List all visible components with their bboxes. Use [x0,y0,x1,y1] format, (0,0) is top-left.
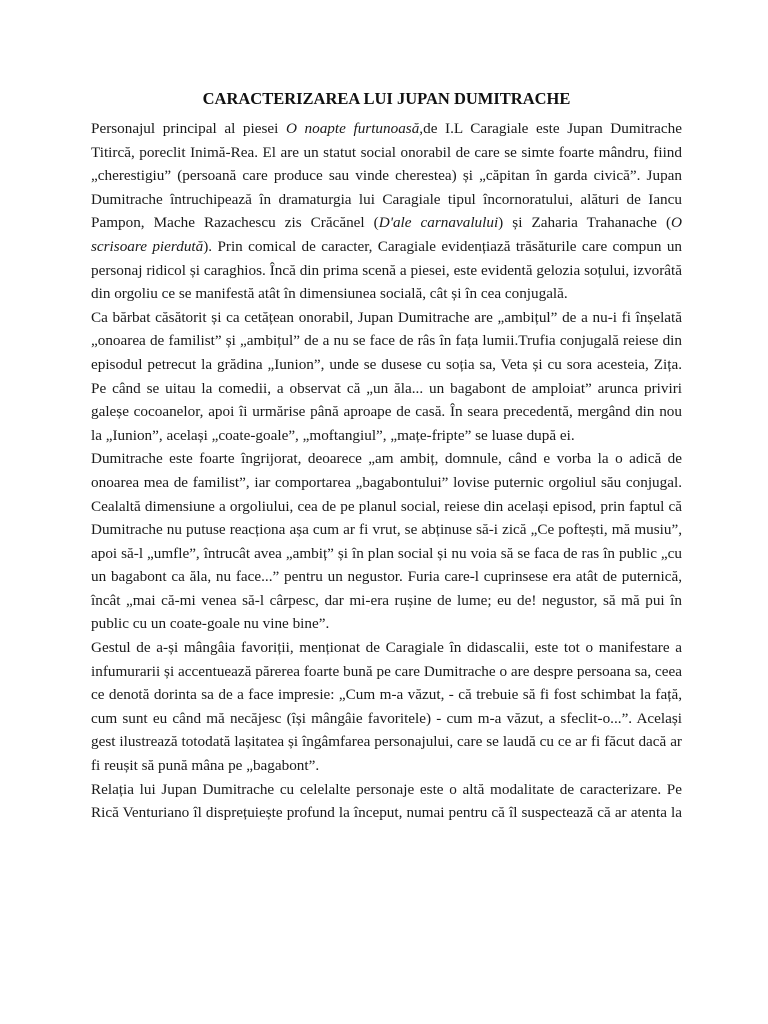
text-run: infumurarii și accentuează părerea foarte bună pe care Dumitrache o are despre persoana sa, ceea [91,662,682,680]
italic-title: D'ale carnavalului [378,214,499,232]
text-line [91,282,682,306]
text-line [91,730,682,754]
text-line [91,211,682,235]
text-run: personaj ridicol și caraghios. Încă din prima scenă a piesei, este evidentă gelozia soțului, izvorâtă [91,261,682,279]
text-run: Relația lui Jupan Dumitrache cu celelalte personaje este o altă modalitate de caracterizare. Pe [91,780,682,798]
text-run: din orgoliu ce se manifestă atât în dimensiunea socială, cât și în cea conjugală. [91,285,568,303]
text-run: ). Prin comical de caracter, Caragiale evidențiază trăsăturile care compun un [203,237,683,255]
text-line [91,612,682,636]
text-run: ) și Zaharia Trahanache ( [498,214,672,232]
text-line [91,306,682,330]
text-line [91,495,682,519]
text-run: fi reușit să pună mâna pe „bagabont”. [91,757,320,775]
text-line [91,188,682,212]
text-run: Ca bărbat căsătorit și ca cetățean onorabil, Jupan Dumitrache are „ambițul” de a nu-i fi înșelată [91,308,682,326]
text-line [91,377,682,401]
text-run: cum sunt eu când mă necăjesc (își mângâie favoritele) - cum m-a văzut, a sfeclit-o...”. Același [91,709,682,727]
text-line [91,707,682,731]
text-line [91,164,682,188]
text-line [91,259,682,283]
text-line [91,329,682,353]
text-run: galeșe cocoanelor, apoi îi urmărise până aproape de casă. În seara precedentă, mergând din nou [91,403,682,421]
text-line [91,754,682,778]
text-line [91,589,682,613]
text-line [91,542,682,566]
text-run: onoarea mea de familist”, iar comportarea „bagabontului” lovise puternic orgoliul său conjugal. [91,473,682,491]
text-line [91,141,682,165]
text-run: un bagabont ca ăla, nu face...” pentru un negustor. Furia care-l cuprinsese era atât de puternică, [91,568,682,586]
paragraph [91,306,682,448]
paragraph [91,636,682,778]
document-page [91,88,682,825]
paragraph [91,447,682,636]
text-run: apoi să-l „umfle”, întrucât avea „ambiț” și în plan social și nu voia să se faca de ras în public „cu [91,544,682,562]
text-line [91,447,682,471]
text-run: Dumitrache nu putuse reacționa așa cum ar fi vrut, se abținuse să-i zică „Ce poftești, mă musiu”, [91,521,682,539]
text-line [91,117,682,141]
text-line [91,400,682,424]
italic-title: scrisoare pierdută [91,237,204,255]
text-run: Cealaltă dimensiune a orgoliului, cea de pe planul social, reiese din același episod, prin faptul că [91,497,682,515]
text-line [91,636,682,660]
text-run: încât „mai că-mi venea să-l cârpesc, dar mi-era rușine de lume; eu de! negustor, să mă pui în [91,591,682,609]
text-line [91,353,682,377]
text-line [91,778,682,802]
text-run: public cu un coate-goale nu vine bine”. [91,615,330,633]
text-run: „cherestigiu” (persoană care produce sau vinde cherestea) și „căpitan în garda civică”. Jupan [91,167,682,185]
text-run: Gestul de a-și mângâia favoriții, menționat de Caragiale în didascalii, este tot o manifestare a [91,639,682,657]
text-run: Pe când se uitau la comedii, a observat că „un ăla... un bagabont de amploiat” arunca priviri [91,379,682,397]
text-run: gest ilustrează totodată lașitatea și îngâmfarea personajului, care se laudă cu ce ar fi făcut dacă ar [91,733,682,751]
text-run: Titircă, poreclit Inimă-Rea. El are un statut social onorabil de care se simte foarte mândru, fiind [91,143,682,161]
text-run: Dumitrache întruchipează în dramaturgia lui Caragiale tipul încornoratului, alături de Iancu [91,190,682,208]
text-line [91,235,682,259]
document-body [91,117,682,825]
text-run: la „Iunion”, același „coate-goale”, „moftangiul”, „mațe-fripte” se luase după ei. [91,426,575,444]
text-run: episodul petrecut la grădina „Iunion”, unde se dusese cu soția sa, Veta și cu sora acesteia, Zița. [91,355,682,373]
text-run: Dumitrache este foarte îngrijorat, deoarece „am ambiț, domnule, când e vorba la o adică de [91,450,682,468]
paragraph [91,778,682,825]
text-line [91,424,682,448]
document-title: CARACTERIZAREA LUI JUPAN DUMITRACHE [202,89,571,108]
text-line [91,518,682,542]
italic-title: O [671,214,682,232]
text-run: „onoarea de familist” și „ambițul” de a nu se face de râs în fața lumii.Trufia conjugală reiese din [91,332,682,350]
text-line [91,683,682,707]
text-line [91,565,682,589]
text-run: Pampon, Mache Razachescu zis Crăcănel ( [91,214,379,232]
text-run: Rică Venturiano îl disprețuiește profund la început, numai pentru că îl suspectează că ar atenta la [91,804,682,822]
text-run: ,de I.L Caragiale este Jupan Dumitrache [419,120,682,137]
text-line [91,471,682,495]
italic-title: O noapte furtunoasă [285,120,420,137]
text-line [91,660,682,684]
text-run: Personajul principal al piesei [91,120,286,137]
paragraph [91,117,682,306]
text-line [91,801,682,825]
text-run: ce denotă dorinta sa de a face impresie: „Cum m-a văzut, - că trebuie să fi fost schimbat la față, [91,686,682,704]
